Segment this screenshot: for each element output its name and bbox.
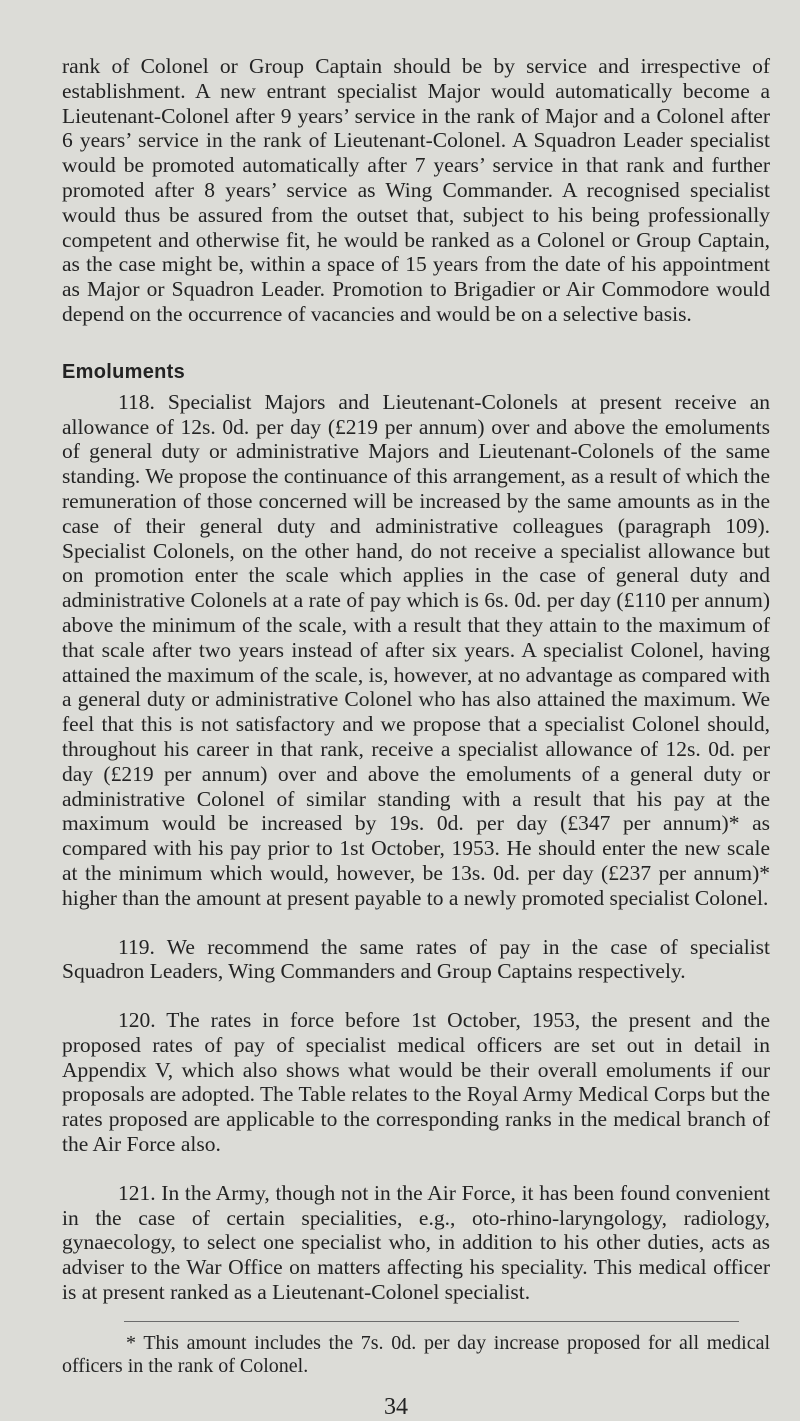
page-number: 34 (384, 1393, 408, 1420)
paragraph-121: 121. In the Army, though not in the Air Force, it has been found convenient in the case of certain specialities, e.g., oto-rhino-laryngology, radiology, gynaecology, to select one specialist who, in addition to his other duties, acts as adviser to the War Office on matters affecting his speciality. This medical officer is at present ranked as a Lieutenant-Colonel specialist. (62, 1180, 770, 1305)
footnote-divider (124, 1321, 739, 1322)
paragraph-117-continuation: rank of Colonel or Group Captain should be by service and irrespective of establishment. A new entrant specialist Major would automatically become a Lieutenant-Colonel after 9 years’ service in the rank of Major and a Colonel after 6 years’ service in the rank of Lieutenant-Colonel. A Squadron Leader specialist would be promoted automatically after 7 years’ service in that rank and further promoted after 8 years’ service as Wing Commander. A recognised specialist would thus be assured from the outset that, subject to his being professionally competent and otherwise fit, he would be ranked as a Colonel or Group Captain, as the case might be, within a space of 15 years from the date of his appointment as Major or Squadron Leader. Promotion to Brigadier or Air Commodore would depend on the occurrence of vacancies and would be on a selective basis. (62, 54, 770, 326)
footnote: * This amount includes the 7s. 0d. per day increase proposed for all medical officers in the rank of Colonel. (62, 1331, 770, 1377)
paragraph-119: 119. We recommend the same rates of pay in the case of specialist Squadron Leaders, Wing Commanders and Group Captains respectively. (62, 934, 770, 984)
paragraph-118: 118. Specialist Majors and Lieutenant-Colonels at present receive an allowance of 12s. 0d. per day (£219 per annum) over and above the emoluments of general duty or administrative Majors and Lieutenant-Colonels of the same standing. We propose the continuance of this arrangement, as a result of which the remuneration of those concerned will be increased by the same amounts as in the case of their general duty and administrative colleagues (paragraph 109). Specialist Colonels, on the other hand, do not receive a specialist allowance but on promotion enter the scale which applies in the case of general duty and administrative Colonels at a rate of pay which is 6s. 0d. per day (£110 per annum) above the minimum of the scale, with a result that they attain to the maximum of that scale after two years instead of after six years. A specialist Colonel, having attained the maximum of the scale, is, however, at no advantage as compared with a general duty or administrative Colonel who has also attained the maximum. We feel that this is not satisfactory and we propose that a specialist Colonel should, throughout his career in that rank, receive a specialist allowance of 12s. 0d. per day (£219 per annum) over and above the emoluments of a general duty or administrative Colonel of similar standing with a result that his pay at the maximum would be increased by 19s. 0d. per day (£347 per annum)* as compared with his pay prior to 1st October, 1953. He should enter the new scale at the minimum which would, however, be 13s. 0d. per day (£237 per annum)* higher than the amount at present payable to a newly promoted specialist Colonel. (62, 389, 770, 910)
section-heading-emoluments: Emoluments (62, 360, 186, 383)
paragraph-120: 120. The rates in force before 1st October, 1953, the present and the proposed rates of pay of specialist medical officers are set out in detail in Appendix V, which also shows what would be their overall emoluments if our proposals are adopted. The Table relates to the Royal Army Medical Corps but the rates proposed are applicable to the corresponding ranks in the medical branch of the Air Force also. (62, 1008, 770, 1157)
